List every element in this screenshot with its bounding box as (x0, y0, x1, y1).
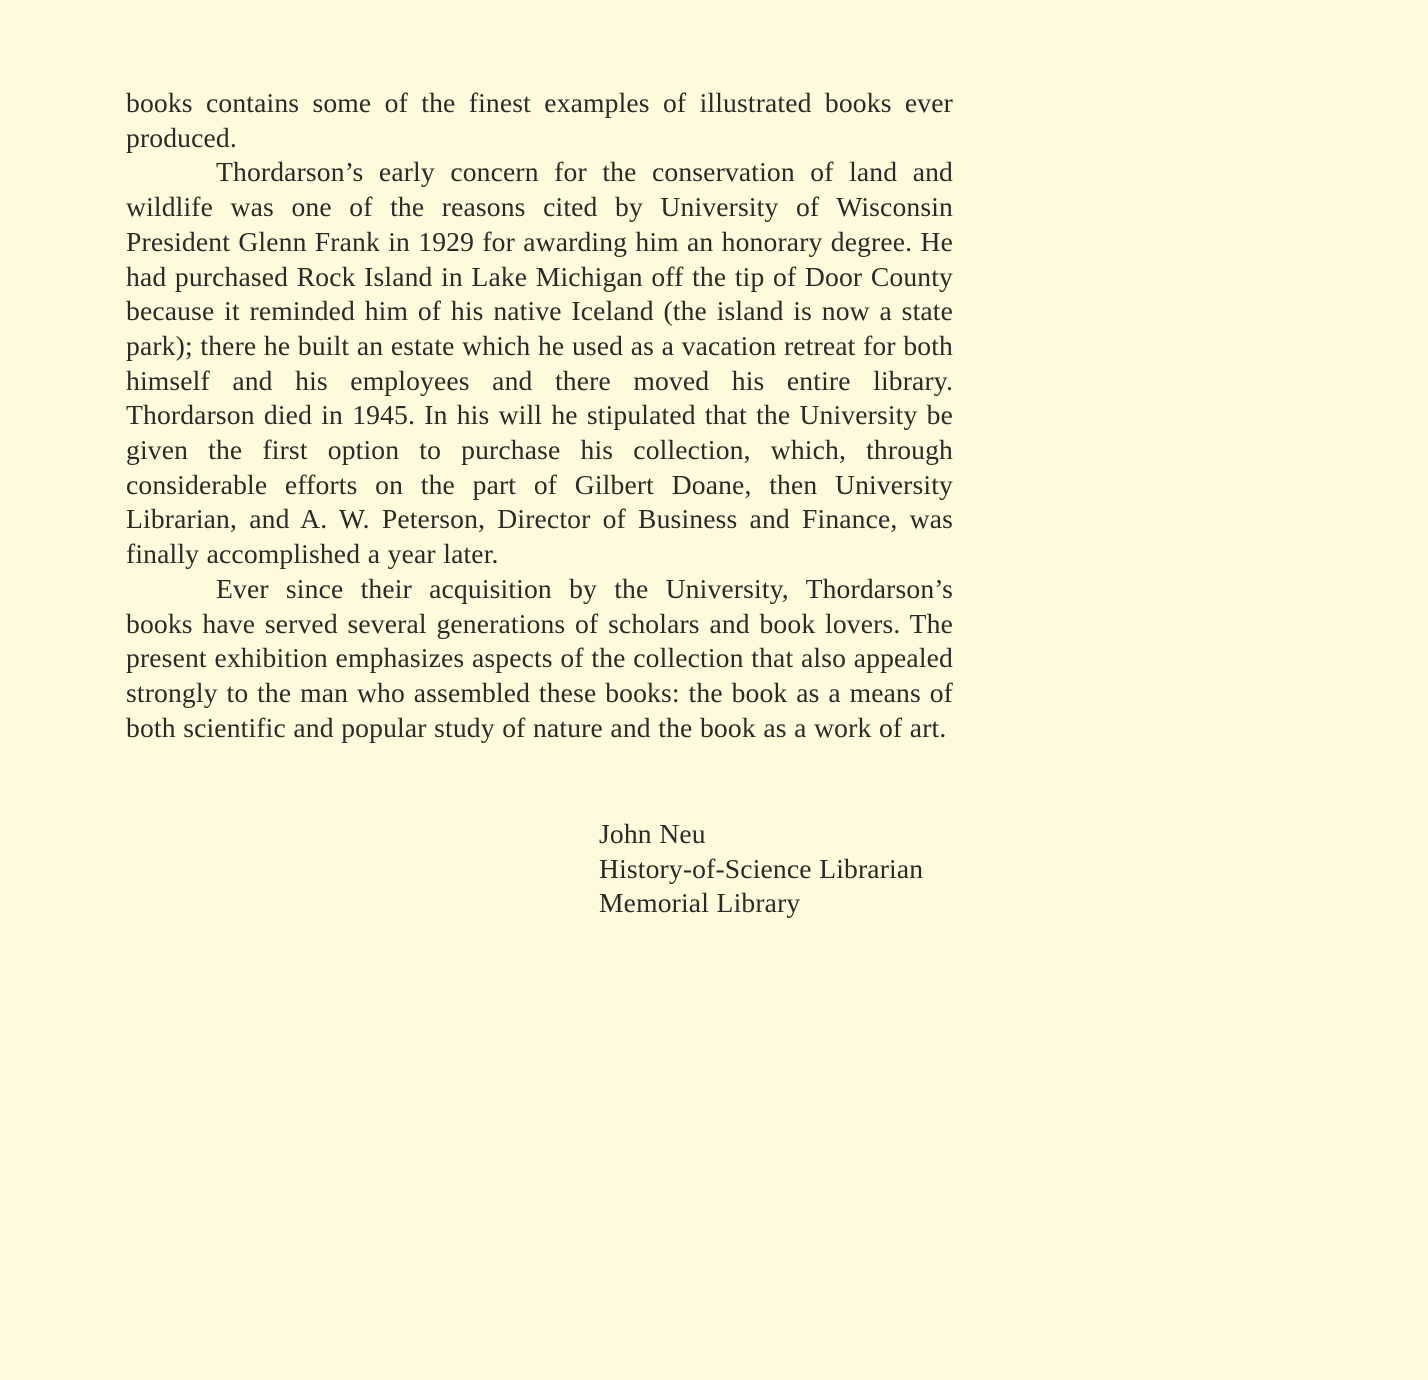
signature-block (599, 817, 923, 921)
paragraph-continuation: books contains some of the finest examples of illustrated books ever produced. (126, 87, 953, 153)
signature-name: John Neu (599, 818, 706, 849)
paragraph-thordarson-conservation: Thordarson’s early concern for the conservation of land and wildlife was one of the reasons cited by University of Wisconsin President Glenn Frank in 1929 for awarding him an honorary degree. He had purchased Rock Island in Lake Michigan off the tip of Door County because it reminded him of his native Iceland (the island is now a state park); there he built an estate which he used as a vacation retreat for both himself and his employees and there moved his entire library. Thordarson died in 1945. In his will he stipulated that the University be given the first option to purchase his collection, which, through considerable efforts on the part of Gilbert Doane, then University Librarian, and A. W. Peterson, Director of Business and Finance, was finally accomplished a year later. (126, 156, 953, 570)
signature-title: History-of-Science Librarian (599, 852, 924, 884)
paragraph-exhibition: Ever since their acquisition by the University, Thordarson’s books have served several generations of scholars and book lovers. The present exhibition emphasizes aspects of the collection that also appealed strongly to the man who assembled these books: the book as a means of both scientific and popular study of nature and the book as a work of art. (126, 572, 953, 743)
signature-institution: Memorial Library (599, 887, 801, 919)
body-text (126, 86, 953, 745)
